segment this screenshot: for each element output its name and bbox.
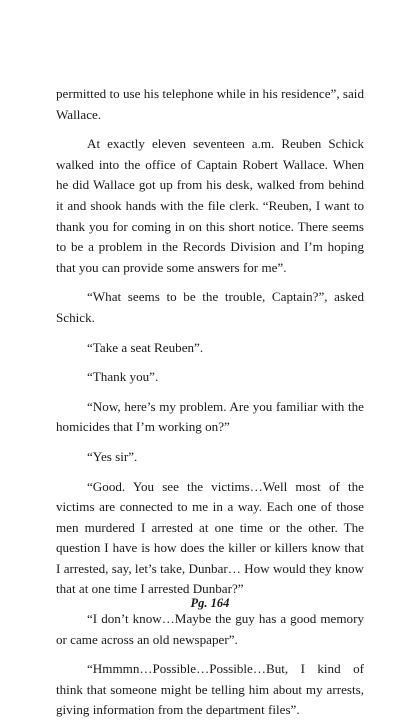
page-number: Pg. 164 (190, 596, 230, 610)
paragraph: “Thank you”. (87, 369, 159, 385)
paragraph: “What seems to be the trouble, Captain?”, asked Schick. (56, 289, 364, 325)
paragraph: “Now, here’s my problem. Are you familiar with the homicides that I’m working on?” (56, 398, 364, 435)
paragraph: “Hmmmn…Possible…Possible…But, I kind of think that someone might be telling him about my arrests, giving information from the department files”. (56, 661, 364, 718)
paragraph: “Take a seat Reuben”. (87, 339, 204, 355)
paragraph: “I don’t know…Maybe the guy has a good memory or came across an old newspaper”. (56, 611, 364, 647)
paragraph: At exactly eleven seventeen a.m. Reuben Schick walked into the office of Captain Robert Wallace. When he did Wallace got up from his desk, walked from behind it and shook hands with the file clerk. “Reuben, I want to thank you for coming in on this short notice. There seems to be a problem in the Records Division and I’m hoping that you can provide some answers for me”. (56, 136, 364, 275)
paragraph: “Yes sir”. (87, 448, 138, 464)
paragraph: “Good. You see the victims…Well most of the victims are connected to me in a way. Each one of those men murdered I arrested at one time or the other. The question I have is how does the killer or killers know that I arrested, say, let’s take, Dunbar… How would they know that at one time I arrested Dunbar?” (56, 478, 364, 597)
paragraph: permitted to use his telephone while in his residence”, said Wallace. (56, 86, 364, 122)
body-text (56, 84, 364, 721)
